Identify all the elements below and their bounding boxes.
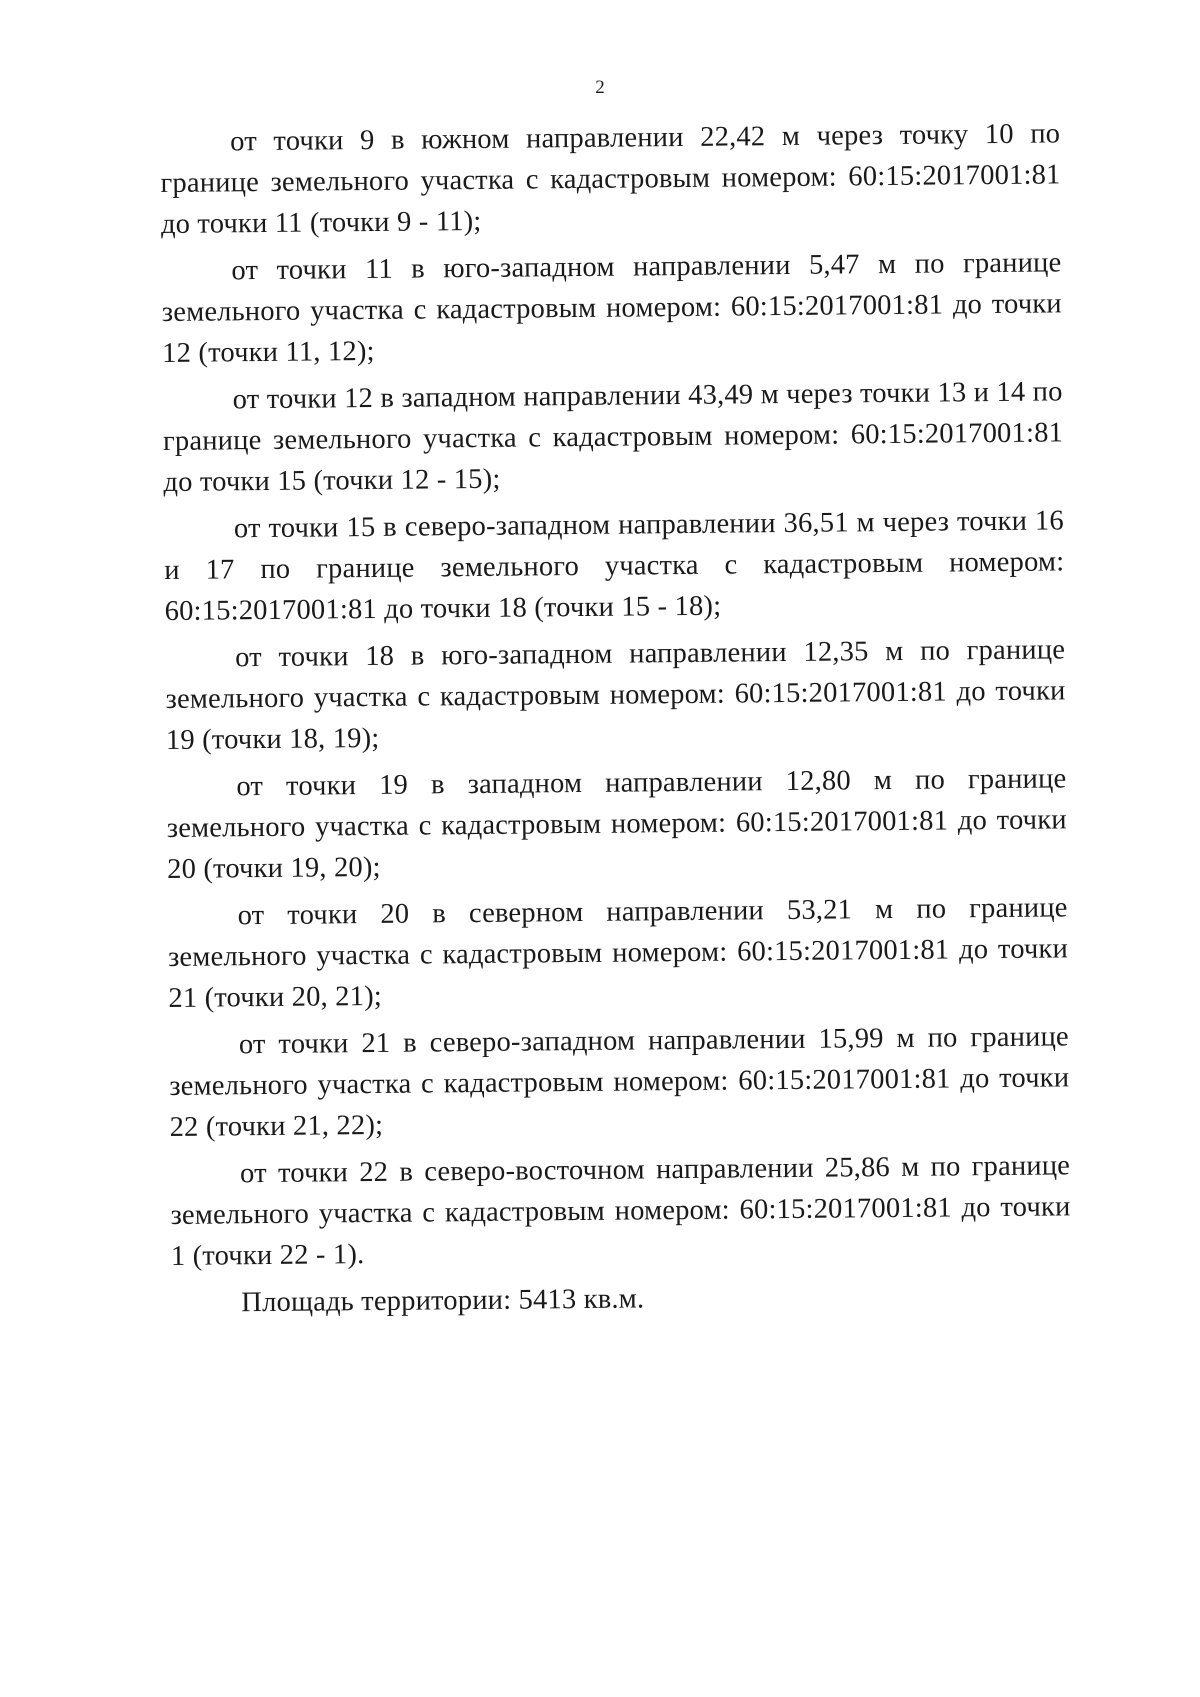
boundary-paragraph-21-22: от точки 21 в северо-западном направлении 15,99 м по границе земельного участка с кадастровым номером: 60:15:2017001:81 до точки 22 (точки 21, 22); — [169, 1021, 1070, 1143]
territory-area: Площадь территории: 5413 кв.м. — [241, 1283, 645, 1319]
boundary-paragraph-20-21: от точки 20 в северном направлении 53,21 м по границе земельного участка с кадастровым номером: 60:15:2017001:81 до точки 21 (точки 20, 21); — [167, 892, 1069, 1014]
boundary-paragraph-18-19: от точки 18 в юго-западном направлении 12,35 м по границе земельного участка с кадастровым номером: 60:15:2017001:81 до точки 19 (точки 18, 19); — [165, 634, 1066, 756]
boundary-paragraph-15-18: от точки 15 в северо-западном направлении 36,51 м через точки 16 и 17 по границе земельного участка с кадастровым номером: 60:15:2017001:81 до точки 18 (точки 15 - 18); — [164, 505, 1065, 627]
document-body — [160, 113, 1072, 1330]
page-number: 2 — [595, 77, 605, 98]
boundary-paragraph-9-11: от точки 9 в южном направлении 22,42 м через точку 10 по границе земельного участка с кадастровым номером: 60:15:2017001:81 до точки 11 (точки 9 - 11); — [160, 118, 1061, 240]
boundary-paragraph-11-12: от точки 11 в юго-западном направлении 5,47 м по границе земельного участка с кадастровым номером: 60:15:2017001:81 до точки 12 (точки 11, 12); — [161, 247, 1062, 369]
boundary-paragraph-22-1: от точки 22 в северо-восточном направлении 25,86 м по границе земельного участка с кадастровым номером: 60:15:2017001:81 до точки 1 (точки 22 - 1). — [170, 1150, 1071, 1272]
boundary-paragraph-19-20: от точки 19 в западном направлении 12,80 м по границе земельного участка с кадастровым номером: 60:15:2017001:81 до точки 20 (точки 19, 20); — [166, 763, 1067, 885]
boundary-paragraph-12-15: от точки 12 в западном направлении 43,49 м через точки 13 и 14 по границе земельного участка с кадастровым номером: 60:15:2017001:81 до точки 15 (точки 12 - 15); — [162, 376, 1064, 498]
